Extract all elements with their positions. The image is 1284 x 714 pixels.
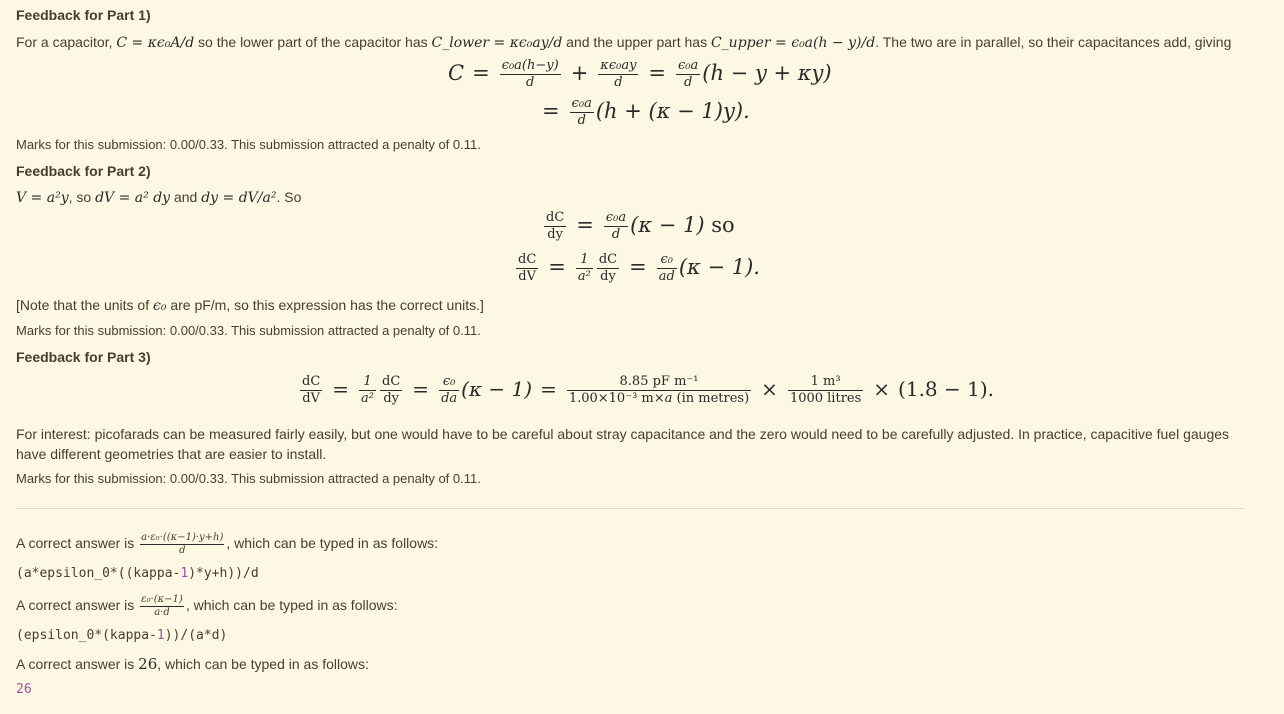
part3-marks: Marks for this submission: 0.00/0.33. This submission attracted a penalty of 0.11. [16,471,481,486]
part1-intro [16,32,1244,53]
part3-interest: For interest: picofarads can be measured fairly easily, but one would have to be careful about stray capacitance and the zero would need to be carefully adjusted. In practice, capacitive fuel gauges have different geometries that are easier to install. [16,426,1230,462]
answer-2-code [16,628,227,643]
part3-display-eq: $\frac{dC}{dV}$ = $\frac{1}{\text{a²}}$ $\frac{dC}{dy}$ = $\frac{\text{ϵ₀}}{da}$ (κ − 1) = $\frac{\text{8.85 pF m⁻¹}}{\text{1.00×10⁻³ m×a (in metres)}}$ × $\frac{\text{1 m³}}{\text{1000 litres}}$ × (1.8 − 1). [302,374,995,406]
answer-1-code [16,566,259,581]
part2-note-a: [Note that the units of [16,297,153,313]
answer-3 [16,655,369,673]
answer-1-formula [140,532,224,557]
part2-intro-b: and [170,189,202,205]
part1-display-eq1: C = $\frac{\text{ϵ₀a(h−y)}}{d}$ + $\frac{\text{κϵ₀ay}}{d}$ = $\frac{\text{ϵ₀a}}{d}$ (h − y + κy) [448,58,832,90]
answer-3-prefix: A correct answer is [16,656,139,672]
part2-heading: Feedback for Part 2) [16,163,151,179]
part1-display-eq2: = $\frac{\text{ϵ₀a}}{d}$ (h + (κ − 1)y). [542,96,750,128]
answer-2-code-b: ))/(a*d) [164,628,228,643]
part1-eq-upper: C_upper = ϵ₀a(h − y)/d [710,35,876,51]
answer-2-formula [140,594,184,619]
part2-intro-a: , so [68,189,96,205]
part2-display-eq1: $\frac{dC}{dy}$ = $\frac{\text{ϵ₀a}}{d}$ (κ − 1) so [546,210,735,242]
part2-note-b: are pF/m, so this expression has the correct units.] [166,297,484,313]
answer-2-prefix: A correct answer is [16,597,139,614]
part2-eq-dy: dy = dV/a² [201,190,277,206]
part2-intro [16,187,1244,208]
part1-eq-c: C = κϵ₀A/d [116,35,195,51]
part2-note-eps: ϵ₀ [152,298,167,314]
answer-3-suffix: , which can be typed in as follows: [157,656,369,672]
divider [16,508,1244,509]
answer-1-num: a·ε₀·((κ−1)·y+h) [141,532,224,543]
part3-heading: Feedback for Part 3) [16,349,151,365]
part2-eq-v: V = a²y [16,190,69,206]
part1-intro-c: and the upper part has [562,34,711,50]
part1-eq-lower: C_lower = κϵ₀ay/d [431,35,563,51]
part2-marks: Marks for this submission: 0.00/0.33. This submission attracted a penalty of 0.11. [16,323,481,338]
part1-intro-b: so the lower part of the capacitor has [194,34,432,50]
answer-2-den: a·d [154,607,170,618]
answer-2-suffix: , which can be typed in as follows: [185,597,398,614]
answer-1-prefix: A correct answer is [16,535,139,552]
part1-intro-a: For a capacitor, [16,34,117,50]
answer-2-num: ε₀·(κ−1) [141,594,183,605]
part1-intro-d: . The two are in parallel, so their capacitances add, giving [875,34,1232,50]
answer-1-suffix: , which can be typed in as follows: [226,535,439,552]
answer-3-value: 26 [138,655,158,673]
part2-note [16,295,1244,316]
answer-2-code-a: (epsilon_0*(kappa- [16,628,157,643]
part1-marks: Marks for this submission: 0.00/0.33. This submission attracted a penalty of 0.11. [16,137,481,152]
part2-display-eq2: $\frac{dC}{dV}$ = $\frac{1}{\text{a²}}$ $\frac{dC}{dy}$ = $\frac{\text{ϵ₀}}{ad}$ (κ − 1). [518,252,760,284]
answer-1-code-b: )*y+h))/d [188,566,259,581]
answer-1 [16,532,438,557]
answer-1-den: d [179,545,186,556]
answer-3-code: 26 [16,682,32,697]
answer-2-code-num: 1 [156,628,165,643]
answer-2 [16,594,397,619]
answer-1-code-a: (a*epsilon_0*((kappa- [16,566,181,581]
part1-heading: Feedback for Part 1) [16,7,151,23]
answer-1-code-num: 1 [180,566,189,581]
part2-eq-dv: dV = a² dy [95,190,171,206]
part2-intro-c: . So [276,189,302,205]
